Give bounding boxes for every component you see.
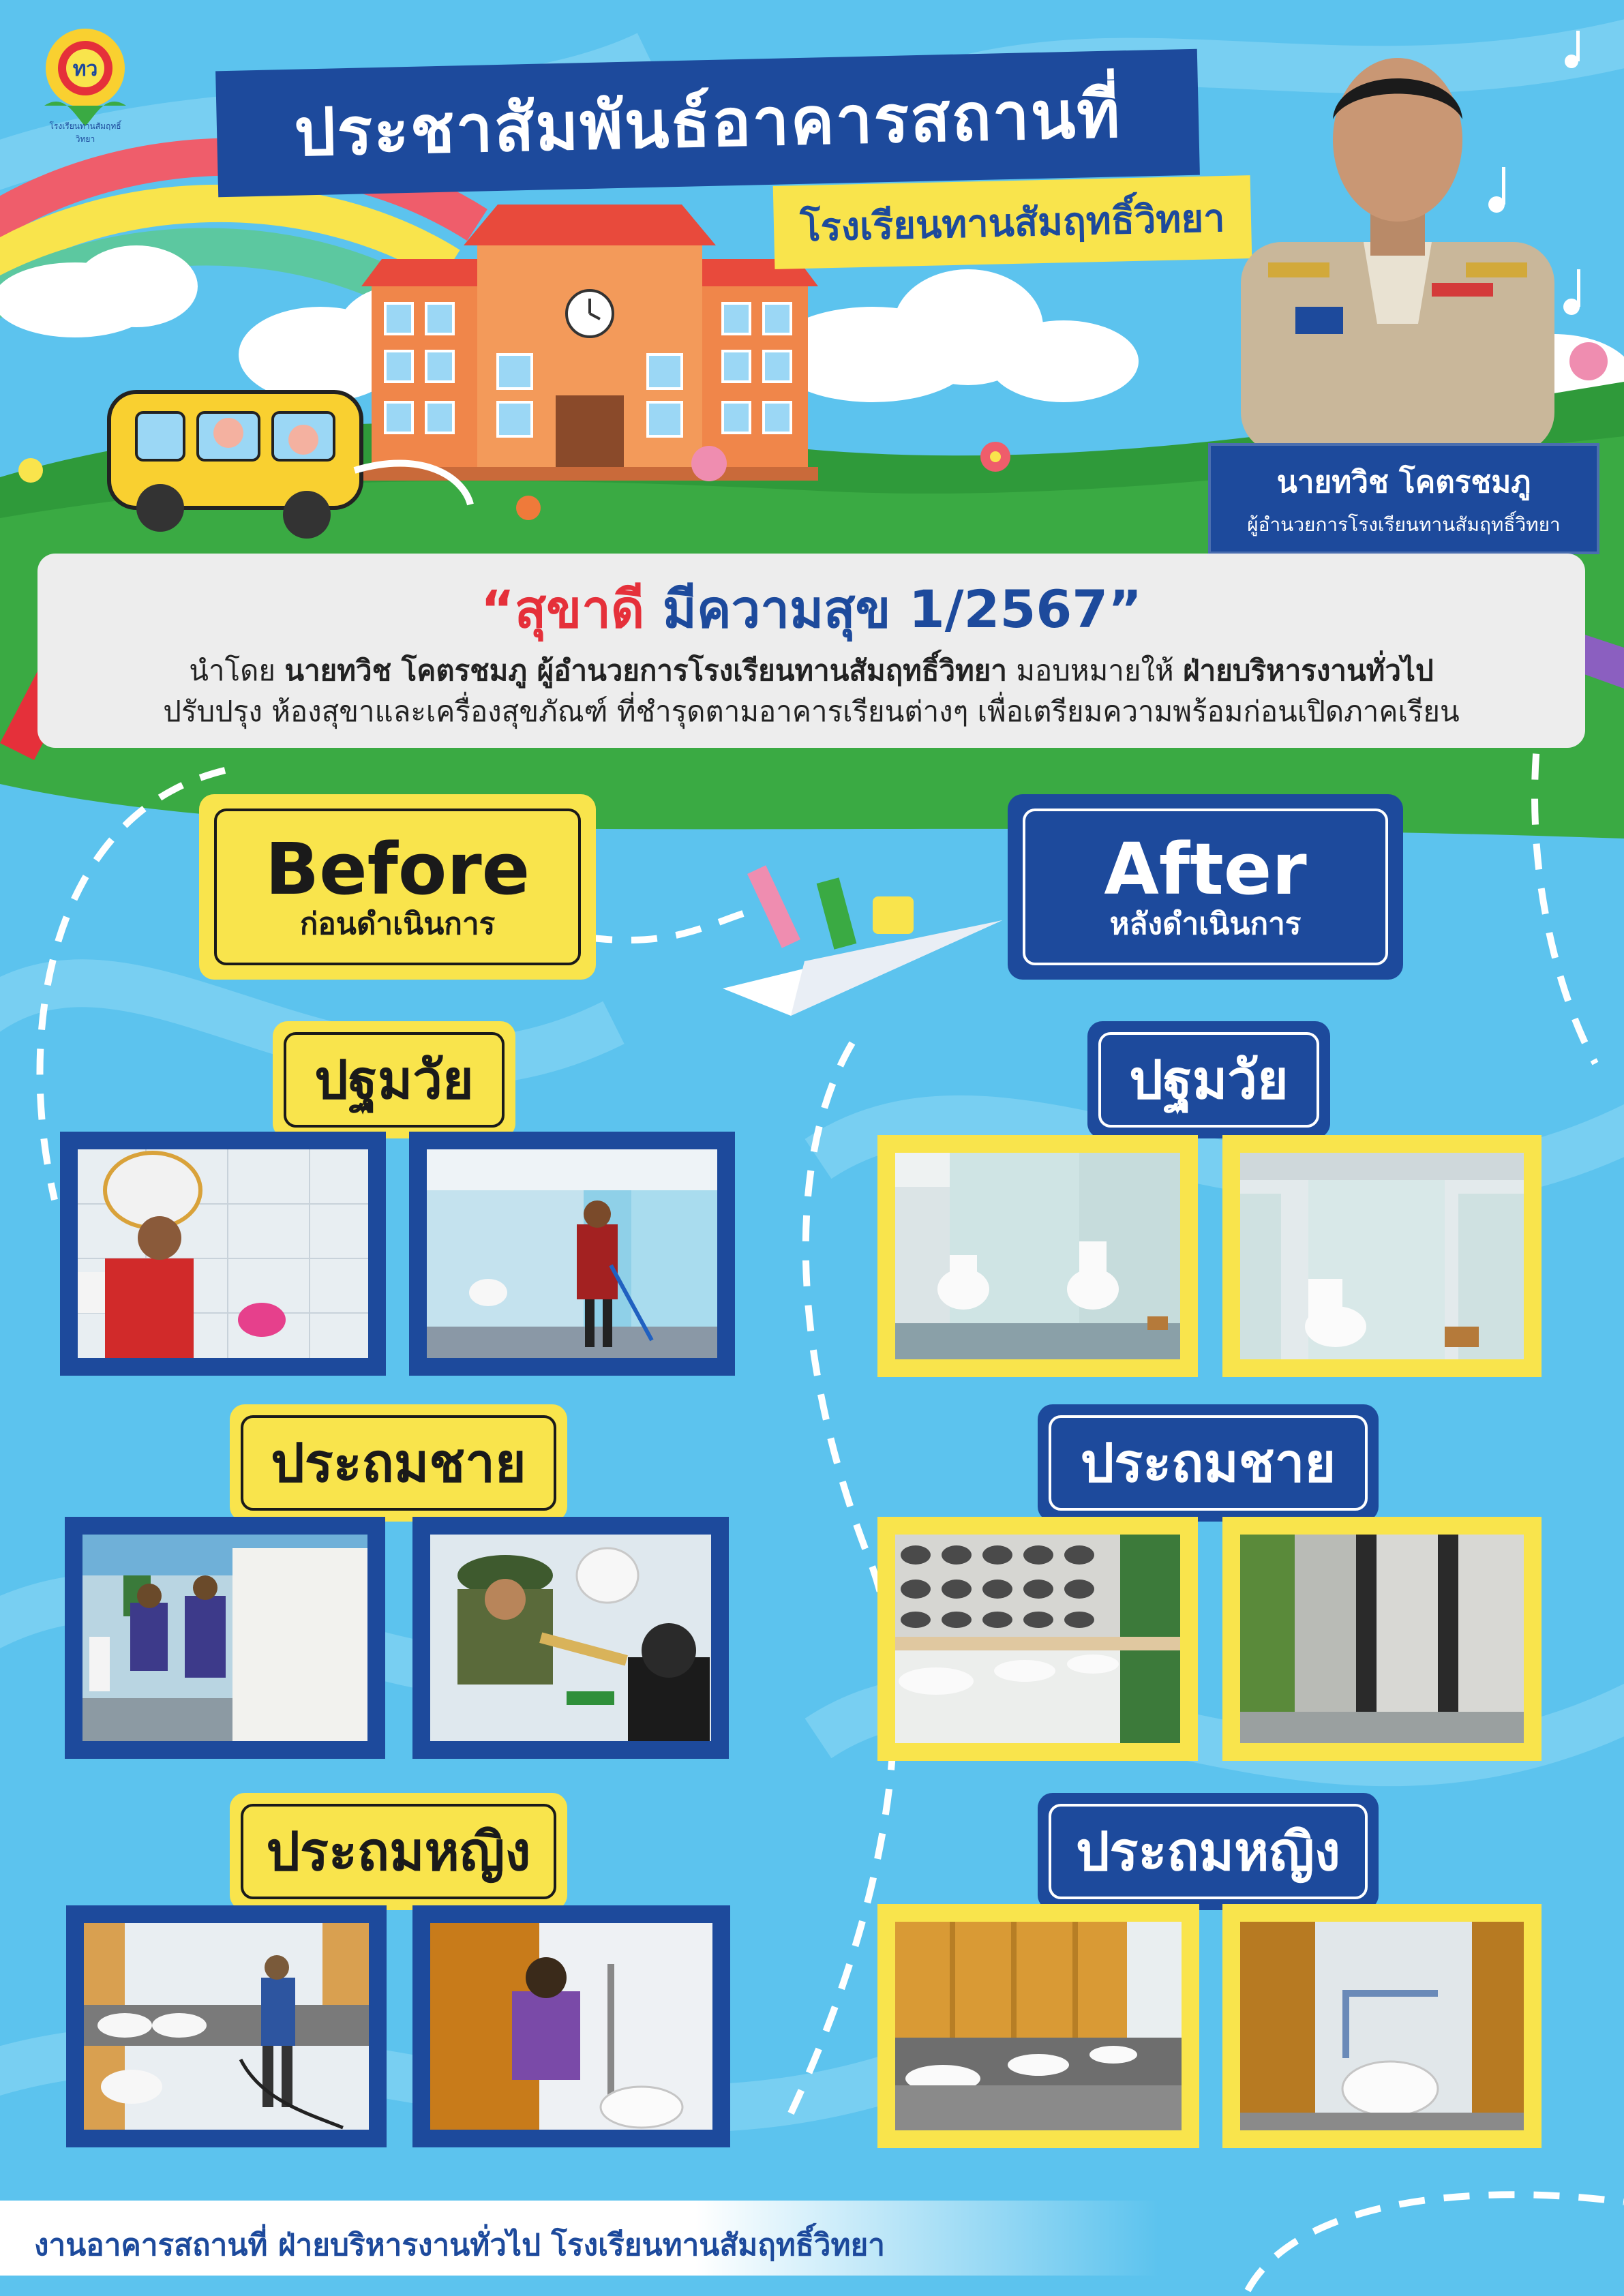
after-category-girls [1038, 1793, 1379, 1910]
line1-director: นายทวิช โคตรชมภู ผู้อำนวยการโรงเรียนทานสัมฤทธิ์วิทยา [284, 654, 1007, 687]
after-photo-boys-1 [877, 1517, 1198, 1761]
after-title: After [1104, 828, 1307, 911]
school-name: โรงเรียนทานสัมฤทธิ์วิทยา [799, 196, 1226, 250]
before-photo-boys-2 [412, 1517, 729, 1759]
category-label: ประถมชาย [1080, 1433, 1336, 1494]
category-label: ปฐมวัย [1129, 1050, 1289, 1111]
after-photo-boys-2 [1222, 1517, 1542, 1761]
title-red: สุขาดี [514, 579, 645, 639]
director-role: ผู้อำนวยการโรงเรียนทานสัมฤทธิ์วิทยา [1247, 513, 1561, 536]
footer-bar [0, 2201, 1159, 2276]
title-blue: มีความสุข 1/2567 [662, 579, 1109, 639]
before-category-boys [230, 1404, 567, 1522]
quote-close: ” [1108, 579, 1143, 639]
logo-emblem-icon [44, 29, 126, 126]
after-photo-kindergarten-1 [877, 1135, 1198, 1377]
director-name: นายทวิช โคตรชมภู [1276, 464, 1531, 500]
line1-prefix: นำโดย [189, 654, 276, 687]
before-photo-kindergarten-1 [60, 1132, 386, 1376]
before-title: Before [265, 828, 530, 911]
before-subtitle: ก่อนดำเนินการ [299, 907, 496, 941]
category-label: ประถมชาย [271, 1433, 526, 1494]
page-title: ประชาสัมพันธ์อาคารสถานที่ [293, 75, 1122, 171]
school-logo [37, 24, 133, 133]
logo-caption: โรงเรียนทานสัมฤทธิ์วิทยา [49, 121, 121, 144]
category-label: ประถมหญิง [1076, 1822, 1340, 1883]
after-photo-kindergarten-2 [1222, 1135, 1542, 1377]
svg-text:ทว: ทว [72, 57, 98, 81]
director-photo [1214, 37, 1582, 453]
announcement-title [37, 569, 1585, 650]
footer-text: งานอาคารสถานที่ ฝ่ายบริหารงานทั่วไป โรงเรียนทานสัมฤทธิ์วิทยา [34, 2228, 885, 2263]
after-category-kindergarten [1087, 1021, 1330, 1138]
before-category-girls [230, 1793, 567, 1910]
after-subtitle: หลังดำเนินการ [1109, 907, 1302, 941]
quote-open: “ [480, 579, 515, 639]
category-label: ปฐมวัย [314, 1050, 474, 1111]
line1-department: ฝ่ายบริหารงานทั่วไป [1183, 654, 1434, 687]
after-photo-girls-2 [1222, 1904, 1542, 2148]
after-header [1008, 794, 1403, 980]
before-photo-kindergarten-2 [409, 1132, 735, 1376]
announcement-line-1 [37, 650, 1585, 691]
line1-mid: มอบหมายให้ [1016, 654, 1174, 687]
before-photo-girls-2 [412, 1905, 730, 2147]
before-category-kindergarten [273, 1021, 515, 1138]
after-category-boys [1038, 1404, 1379, 1522]
before-header [199, 794, 596, 980]
director-card [1208, 443, 1599, 554]
page-title-banner [215, 49, 1200, 198]
after-photo-girls-1 [877, 1904, 1199, 2148]
announcement-line-2: ปรับปรุง ห้องสุขาและเครื่องสุขภัณฑ์ ที่ชำรุดตามอาคารเรียนต่างๆ เพื่อเตรียมความพร้อมก่อนเปิดภาคเรียน [163, 695, 1460, 728]
announcement-panel [37, 554, 1585, 748]
before-photo-boys-1 [65, 1517, 385, 1759]
school-name-banner [773, 175, 1252, 269]
category-label: ประถมหญิง [266, 1822, 531, 1883]
before-photo-girls-1 [66, 1905, 387, 2147]
